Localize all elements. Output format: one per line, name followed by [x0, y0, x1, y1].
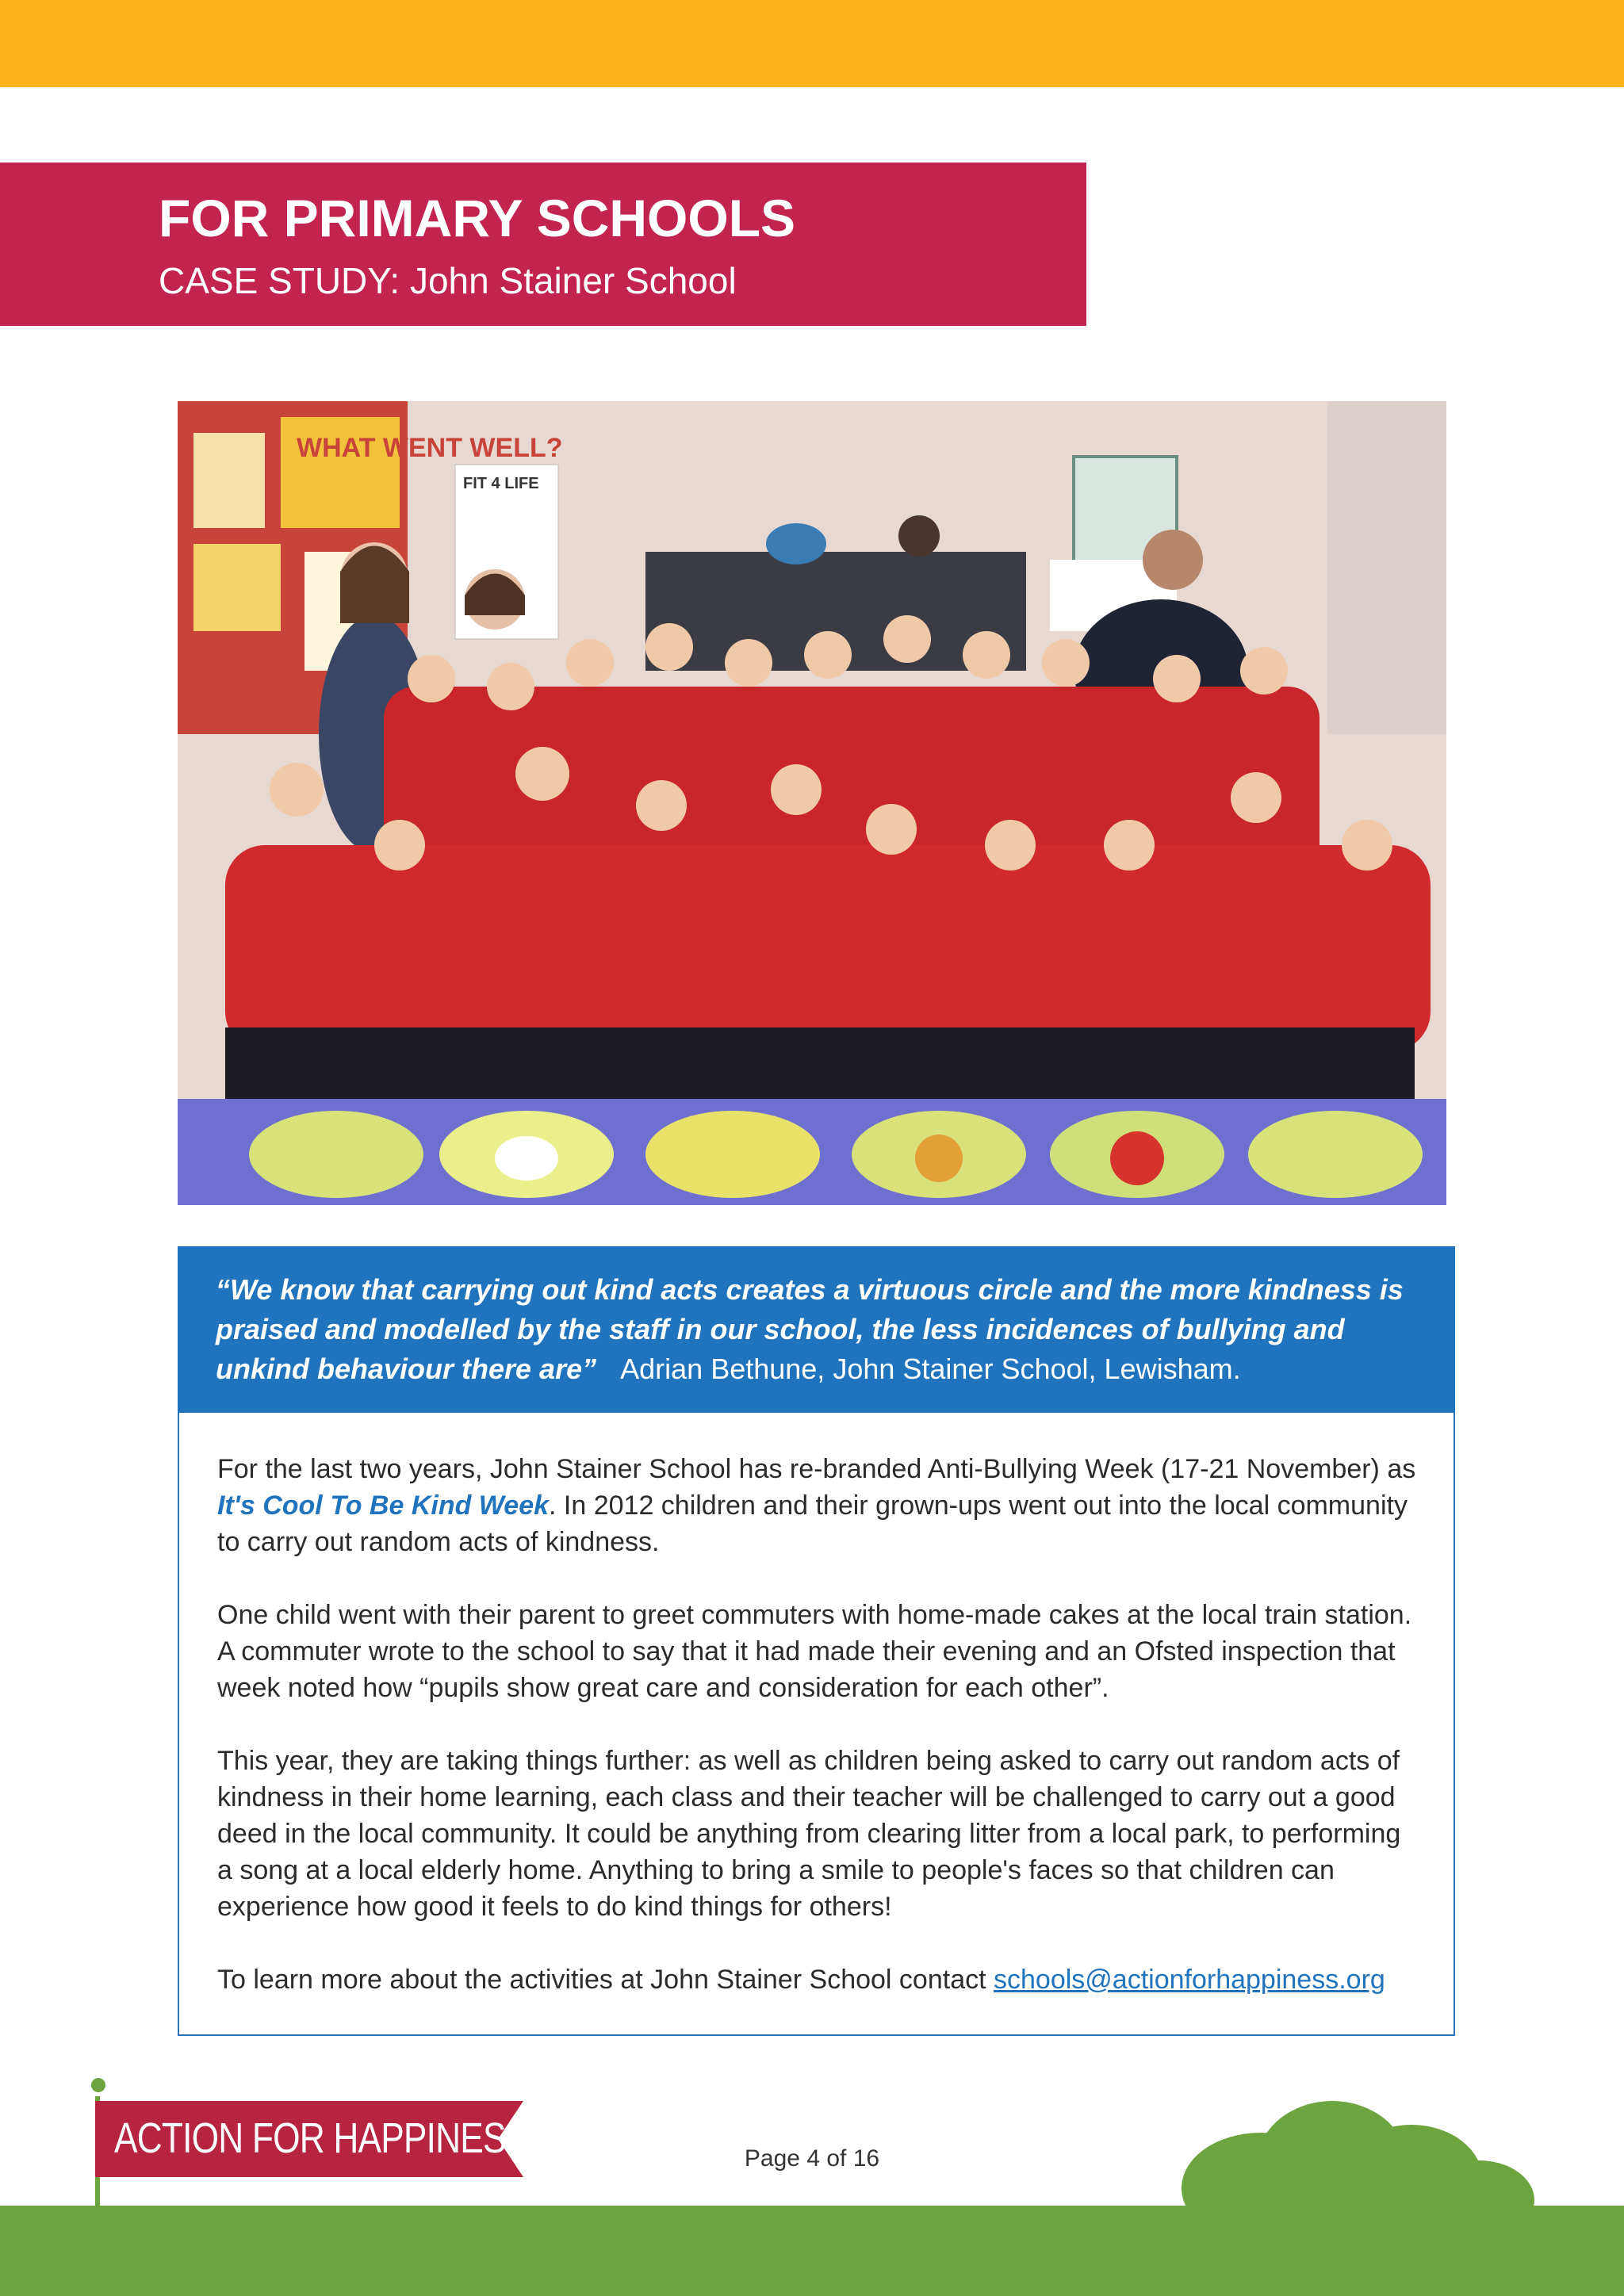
class-group-photo — [178, 401, 1446, 1205]
paragraph-4 — [217, 1961, 1422, 1998]
quote-text: “We know that carrying out kind acts creates a virtuous circle and the more kindness is praised and modelled by the staff in our school, the less incidences of bullying and unkind behaviour there are” — [216, 1273, 1404, 1385]
cool-to-be-kind-week: It's Cool To Be Kind Week — [217, 1490, 550, 1521]
class-photo-illustration — [178, 401, 1446, 1205]
paragraph-1 — [217, 1451, 1422, 1560]
footer-green-band — [0, 2206, 1624, 2296]
logo-text: ACTION FOR HAPPINESS — [114, 2114, 529, 2162]
page-subtitle: CASE STUDY: John Stainer School — [159, 260, 737, 301]
case-study-body — [178, 1413, 1455, 2036]
paragraph-2: One child went with their parent to greet commuters with home-made cakes at the local train station. A commuter wrote to the school to say that it had made their evening and an Ofsted inspection that week noted how “pupils show great care and consideration for each other”. — [217, 1600, 1412, 1703]
paragraph-1-start: For the last two years, John Stainer School has re-branded Anti-Bullying Week (17-21 November) as — [217, 1454, 1416, 1484]
paragraph-1-end: . In 2012 children and their grown-ups went out into the local community to carry out random acts of kindness. — [217, 1490, 1408, 1557]
wall-sign-fit-4-life: FIT 4 LIFE — [463, 475, 539, 492]
page-number: Page 4 of 16 — [744, 2145, 880, 2172]
contact-text: To learn more about the activities at John Stainer School contact — [217, 1965, 994, 1995]
bush-illustration — [1174, 2101, 1546, 2212]
title-banner — [0, 163, 1086, 326]
children-front-row — [225, 845, 1431, 1099]
wall-sign-what-went-well: WHAT WENT WELL? — [297, 433, 563, 463]
top-accent-bar — [0, 0, 1624, 87]
quote-attribution: Adrian Bethune, John Stainer School, Lewisham. — [620, 1353, 1241, 1385]
page-title: FOR PRIMARY SCHOOLS — [159, 189, 796, 247]
paragraph-3: This year, they are taking things further: as well as children being asked to carry out random acts of kindness in their home learning, each class and their teacher will be challenged to carry out a good deed in the local community. It could be anything from clearing litter from a local park, to performing a song at a local elderly home. Anything to bring a smile to people's faces so that children can experience how good it feels to do kind things for others! — [217, 1746, 1401, 1922]
contact-email-link[interactable]: schools@actionforhappiness.org — [994, 1965, 1385, 1995]
quote-box — [178, 1246, 1455, 1413]
